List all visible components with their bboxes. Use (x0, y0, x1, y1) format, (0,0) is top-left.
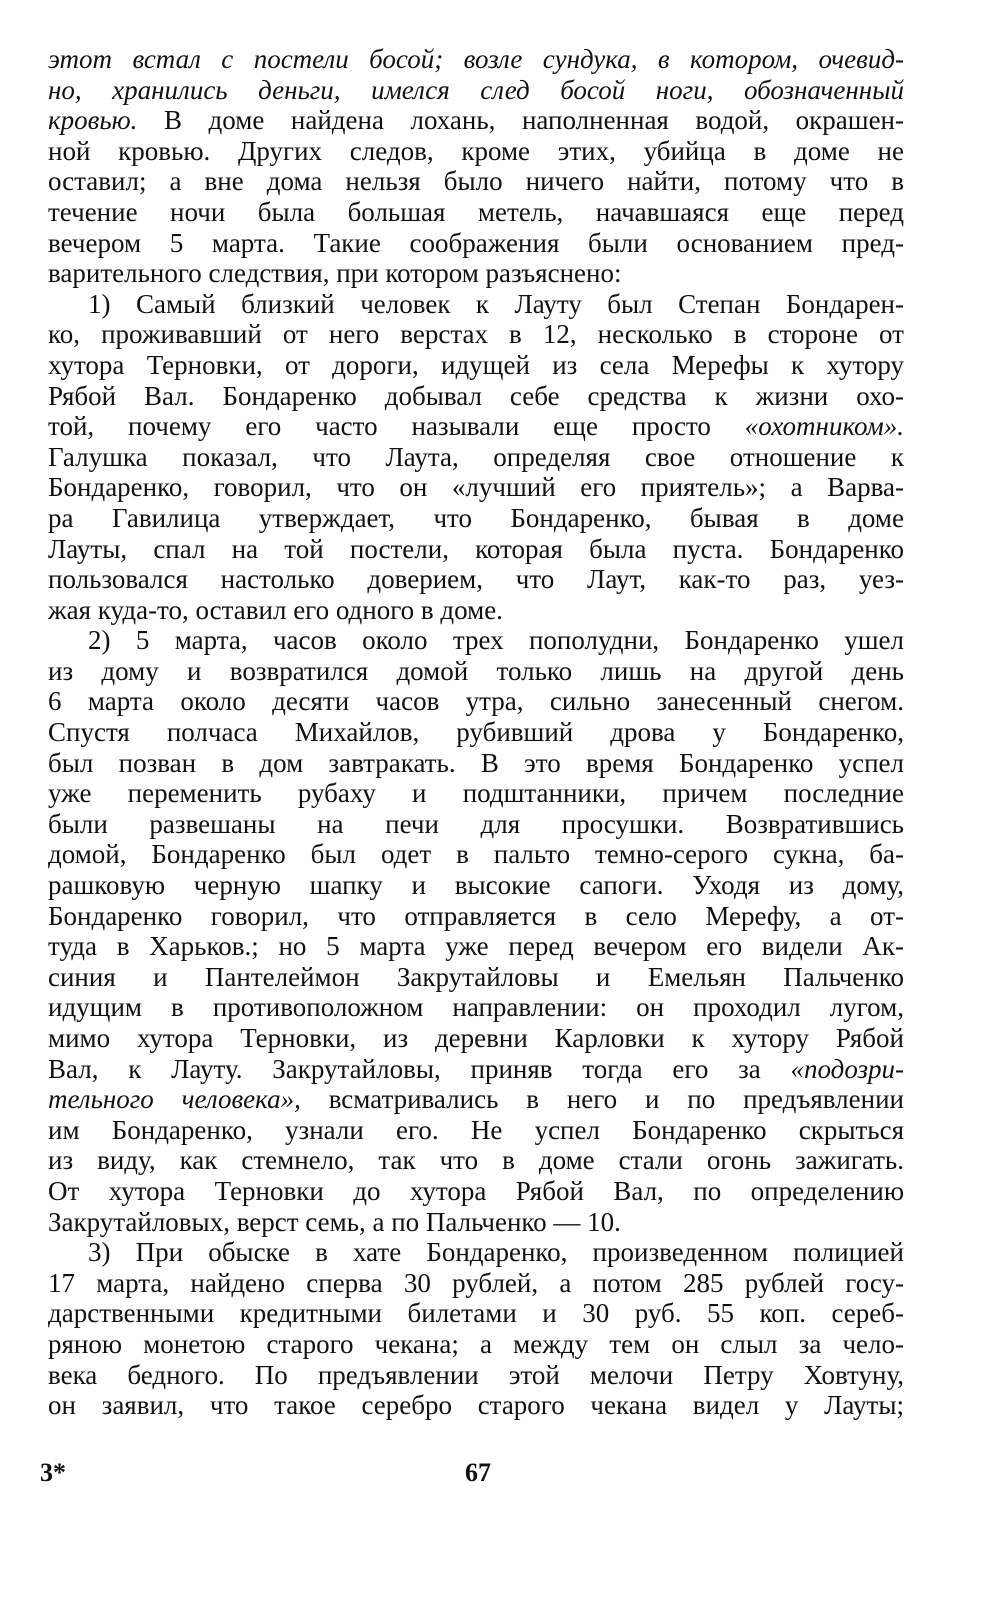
line-text: рашковую черную шапку и высокие сапоги. Уходя из дому, (48, 870, 904, 901)
line-text: из дому и возвратился домой только лишь на другой день (48, 655, 904, 686)
text-line (48, 595, 904, 626)
line-text: пользовался настолько доверием, что Лаут, как-то раз, уез- (48, 564, 904, 595)
line-text: уже переменить рубаху и подштанники, причем последние (48, 778, 904, 809)
line-text: вечером 5 марта. Такие соображения были основанием пред- (48, 227, 904, 258)
line-text: им Бондаренко, узнали его. Не успел Бондаренко скрыться (48, 1114, 904, 1145)
line-text: туда в Харьков.; но 5 марта уже перед вечером его видели Ак- (48, 931, 904, 962)
line-text: ной кровью. Других следов, кроме этих, убийца в доме не (48, 135, 904, 166)
line-text: домой, Бондаренко был одет в пальто темно-серого сукна, ба- (48, 839, 904, 870)
text-line (48, 289, 904, 320)
text-line (48, 472, 904, 503)
text-line (48, 442, 904, 473)
line-text: синия и Пантелеймон Закрутайловы и Емельян Пальченко (48, 961, 904, 992)
text-line (48, 748, 904, 779)
text-line (48, 992, 904, 1023)
text-line (48, 1268, 904, 1299)
text-line (48, 625, 904, 656)
text-line (48, 870, 904, 901)
line-text: всматривались в него и по предъявлении (300, 1084, 904, 1115)
page-footer (0, 1458, 1002, 1494)
text-line (48, 534, 904, 565)
line-text: течение ночи была большая метель, начавшаяся еще перед (48, 196, 904, 227)
line-text: ряною монетою старого чекана; а между тем он слыл за чело- (48, 1328, 904, 1359)
text-line (48, 656, 904, 687)
line-text: был позван в дом завтракать. В это время Бондаренко успел (48, 747, 904, 778)
text-line (48, 1054, 904, 1085)
line-text: века бедного. По предъявлении этой мелочи Петру Ховтуну, (48, 1359, 904, 1390)
line-text: В доме найдена лохань, наполненная водой, окрашен- (137, 105, 904, 136)
line-text: хутора Терновки, от дороги, идущей из села Мерефы к хутору (48, 349, 904, 380)
line-text: Галушка показал, что Лаута, определяя свое отношение к (48, 441, 904, 472)
text-line (48, 564, 904, 595)
line-text: идущим в противоположном направлении: он проходил лугом, (48, 992, 904, 1023)
text-line (48, 809, 904, 840)
line-text: 3) При обыске в хате Бондаренко, произведенном полицией (88, 1237, 904, 1268)
italic-text: этот встал с постели босой; возле сундука, в котором, очевид- (48, 44, 904, 74)
text-line (48, 839, 904, 870)
text-line (48, 1329, 904, 1360)
line-text: той, почему его часто называли еще просто (48, 411, 745, 442)
text-line (48, 1237, 904, 1268)
line-text: Спустя полчаса Михайлов, рубивший дрова у Бондаренко, (48, 717, 904, 748)
text-line (48, 1207, 904, 1238)
italic-text: «подозри- (790, 1053, 904, 1084)
text-line (48, 717, 904, 748)
signature-mark: 3* (40, 1458, 66, 1487)
line-text: Закрутайловых, верст семь, а по Пальченко — 10. (48, 1206, 621, 1237)
italic-text: кровью. (48, 105, 138, 136)
line-text: 2) 5 марта, часов около трех пополудни, Бондаренко ушел (88, 625, 904, 656)
text-line (48, 1145, 904, 1176)
text-line (48, 1023, 904, 1054)
line-text: От хутора Терновки до хутора Рябой Вал, по определению (48, 1175, 904, 1206)
text-line (48, 319, 904, 350)
italic-text: тельного человека», (48, 1084, 301, 1115)
text-line (48, 931, 904, 962)
text-line (48, 901, 904, 932)
line-text: были развешаны на печи для просушки. Возвратившись (48, 808, 904, 839)
text-line (48, 381, 904, 412)
line-text: оставил; а вне дома нельзя было ничего найти, потому что в (48, 166, 904, 197)
line-text: ра Гавилица утверждает, что Бондаренко, бывая в доме (48, 502, 904, 533)
text-line (48, 503, 904, 534)
text-line (48, 411, 904, 442)
line-text: ко, проживавший от него верстах в 12, несколько в стороне от (48, 319, 904, 350)
text-line (48, 962, 904, 993)
italic-text: «охотником». (744, 411, 904, 442)
text-line (48, 1115, 904, 1146)
line-text: Рябой Вал. Бондаренко добывал себе средства к жизни охо- (48, 380, 904, 411)
text-line (48, 258, 904, 289)
text-line (48, 1176, 904, 1207)
page-body (48, 44, 904, 1421)
text-line (48, 136, 904, 167)
line-text: дарственными кредитными билетами и 30 руб. 55 коп. сереб- (48, 1298, 904, 1329)
text-line (48, 228, 904, 259)
text-line (48, 1390, 904, 1421)
text-line (48, 686, 904, 717)
text-line (48, 350, 904, 381)
text-line (48, 1360, 904, 1391)
line-text: жая куда-то, оставил его одного в доме. (48, 594, 503, 625)
text-line (48, 44, 904, 75)
line-text: Вал, к Лауту. Закрутайловы, приняв тогда его за (48, 1053, 791, 1084)
text-line (48, 1084, 904, 1115)
page-number: 67 (465, 1458, 491, 1487)
text-line (48, 197, 904, 228)
line-text: Бондаренко говорил, что отправляется в село Мерефу, а от- (48, 900, 904, 931)
text-line (48, 75, 904, 106)
line-text: Лауты, спал на той постели, которая была пуста. Бондаренко (48, 533, 904, 564)
line-text: 1) Самый близкий человек к Лауту был Степан Бондарен- (88, 288, 904, 319)
line-text: Бондаренко, говорил, что он «лучший его приятель»; а Варва- (48, 472, 904, 503)
line-text: 6 марта около десяти часов утра, сильно занесенный снегом. (48, 686, 904, 717)
line-text: из виду, как стемнело, так что в доме стали огонь зажигать. (48, 1145, 904, 1176)
line-text: 17 марта, найдено сперва 30 рублей, а потом 285 рублей госу- (48, 1267, 904, 1298)
line-text: он заявил, что такое серебро старого чекана видел у Лауты; (48, 1390, 904, 1421)
text-line (48, 105, 904, 136)
line-text: мимо хутора Терновки, из деревни Карловки к хутору Рябой (48, 1023, 904, 1053)
text-line (48, 1298, 904, 1329)
line-text: варительного следствия, при котором разъяснено: (48, 258, 622, 289)
italic-text: но, хранились деньги, имелся след босой ноги, обозначенный (48, 74, 904, 105)
text-line (48, 778, 904, 809)
text-line (48, 166, 904, 197)
